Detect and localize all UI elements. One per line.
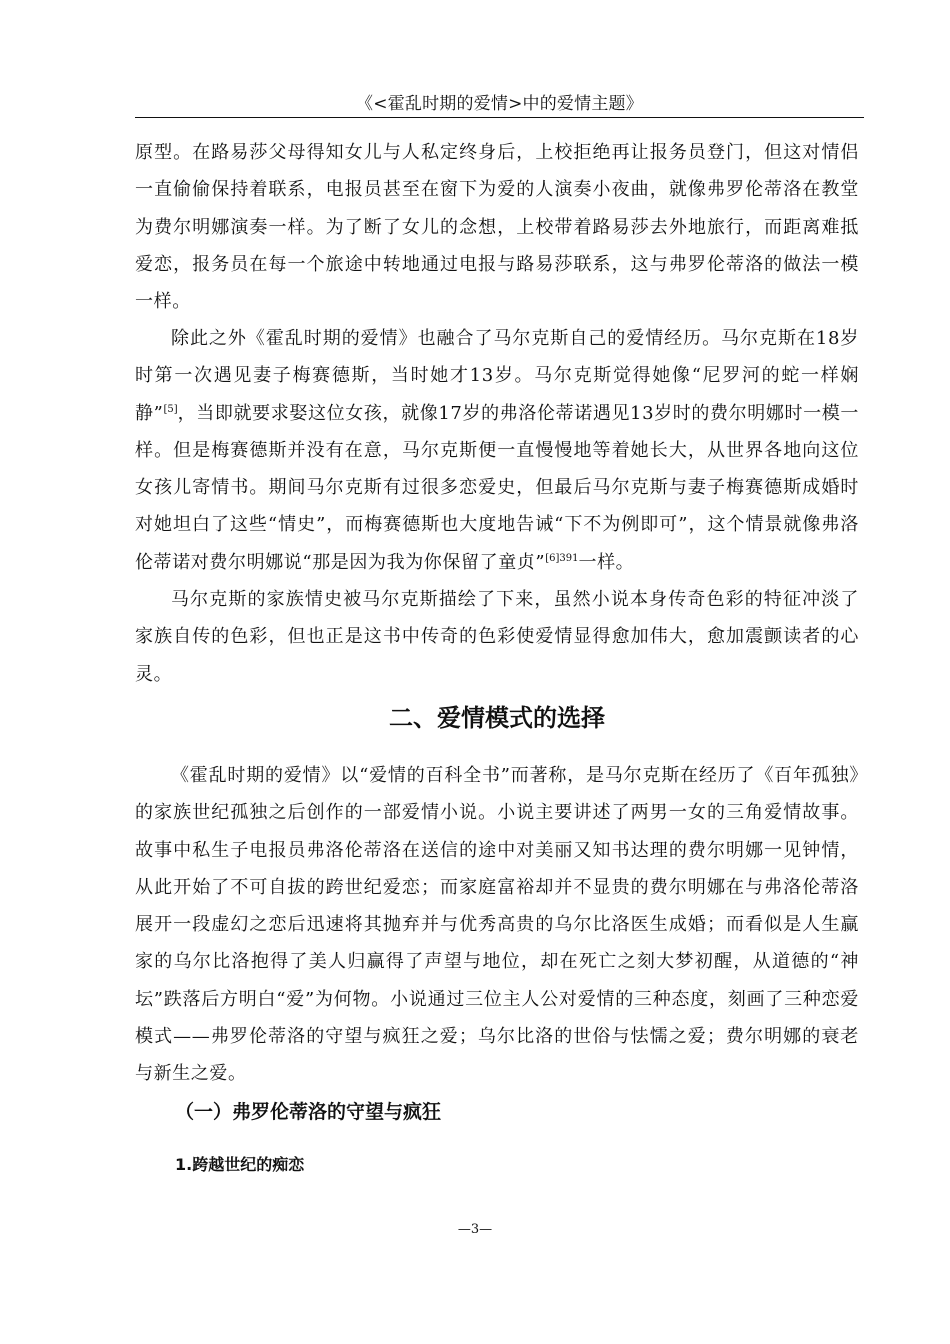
paragraph-marquez-experience bbox=[135, 320, 859, 581]
paragraph-text-part: ，当即就要求娶这位女孩，就像17岁的弗洛伦蒂诺遇见13岁时的费尔明娜时一模一样。但是梅赛德斯并没有在意，马尔克斯便一直慢慢地等着她长大，从世界各地向这位女孩儿寄情书。期间马尔克斯有过很多恋爱史，但最后马尔克斯与妻子梅赛德斯成婚时对她坦白了这些“情史”，而梅赛德斯也大度地告诫“下不为例即可”，这个情景就像弗洛伦蒂诺对费尔明娜说“那是因为我为你保留了童贞” bbox=[135, 402, 860, 573]
subsection-heading: （一）弗罗伦蒂洛的守望与疯狂 bbox=[175, 1101, 442, 1123]
running-header: 《<霍乱时期的爱情>中的爱情主题》 bbox=[356, 94, 643, 114]
paragraph-family-history: 马尔克斯的家族情史被马尔克斯描绘了下来，虽然小说本身传奇色彩的特征冲淡了家族自传的色彩，但也正是这书中传奇的色彩使爱情显得愈加伟大，愈加震颤读者的心灵。 bbox=[135, 589, 859, 685]
citation-5: [5] bbox=[163, 403, 178, 415]
section-heading: 二、爱情模式的选择 bbox=[389, 704, 605, 732]
paragraph-love-modes-intro: 《霍乱时期的爱情》以“爱情的百科全书”而著称，是马尔克斯在经历了《百年孤独》的家族世纪孤独之后创作的一部爱情小说。小说主要讲述了两男一女的三角爱情故事。故事中私生子电报员弗洛伦蒂洛在送信的途中对美丽又知书达理的费尔明娜一见钟情，从此开始了不可自拔的跨世纪爱恋；而家庭富裕却并不显贵的费尔明娜在与弗洛伦蒂洛展开一段虚幻之恋后迅速将其抛弃并与优秀高贵的乌尔比洛医生成婚；而看似是人生赢家的乌尔比洛抱得了美人归赢得了声望与地位，却在死亡之刻大梦初醒，从道德的“神坛”跌落后方明白“爱”为何物。小说通过三位主人公对爱情的三种态度，刻画了三种恋爱模式——弗罗伦蒂洛的守望与疯狂之爱；乌尔比洛的世俗与怯懦之爱；费尔明娜的衰老与新生之爱。 bbox=[135, 765, 859, 1085]
citation-6-391: [6]391 bbox=[545, 552, 579, 564]
page-number: —3— bbox=[457, 1222, 493, 1237]
header-rule bbox=[135, 117, 864, 118]
sub-subsection-heading: 1.跨越世纪的痴恋 bbox=[175, 1155, 305, 1174]
paragraph-continuation: 原型。在路易莎父母得知女儿与人私定终身后，上校拒绝再让报务员登门，但这对情侣一直偷偷保持着联系，电报员甚至在窗下为爱的人演奏小夜曲，就像弗罗伦蒂洛在教堂为费尔明娜演奏一样。为了断了女儿的念想，上校带着路易莎去外地旅行，而距离难抵爱恋，报务员在每一个旅途中转地通过电报与路易莎联系，这与弗罗伦蒂洛的做法一模一样。 bbox=[135, 142, 859, 313]
paragraph-text-part: 除此之外《霍乱时期的爱情》也融合了马尔克斯自己的爱情经历。马尔克斯在18岁时第一次遇见妻子梅赛德斯，当时她才13岁。马尔克斯觉得她像“尼罗河的蛇一样娴静” bbox=[135, 328, 859, 424]
paragraph-text-part: 一样。 bbox=[578, 551, 635, 573]
